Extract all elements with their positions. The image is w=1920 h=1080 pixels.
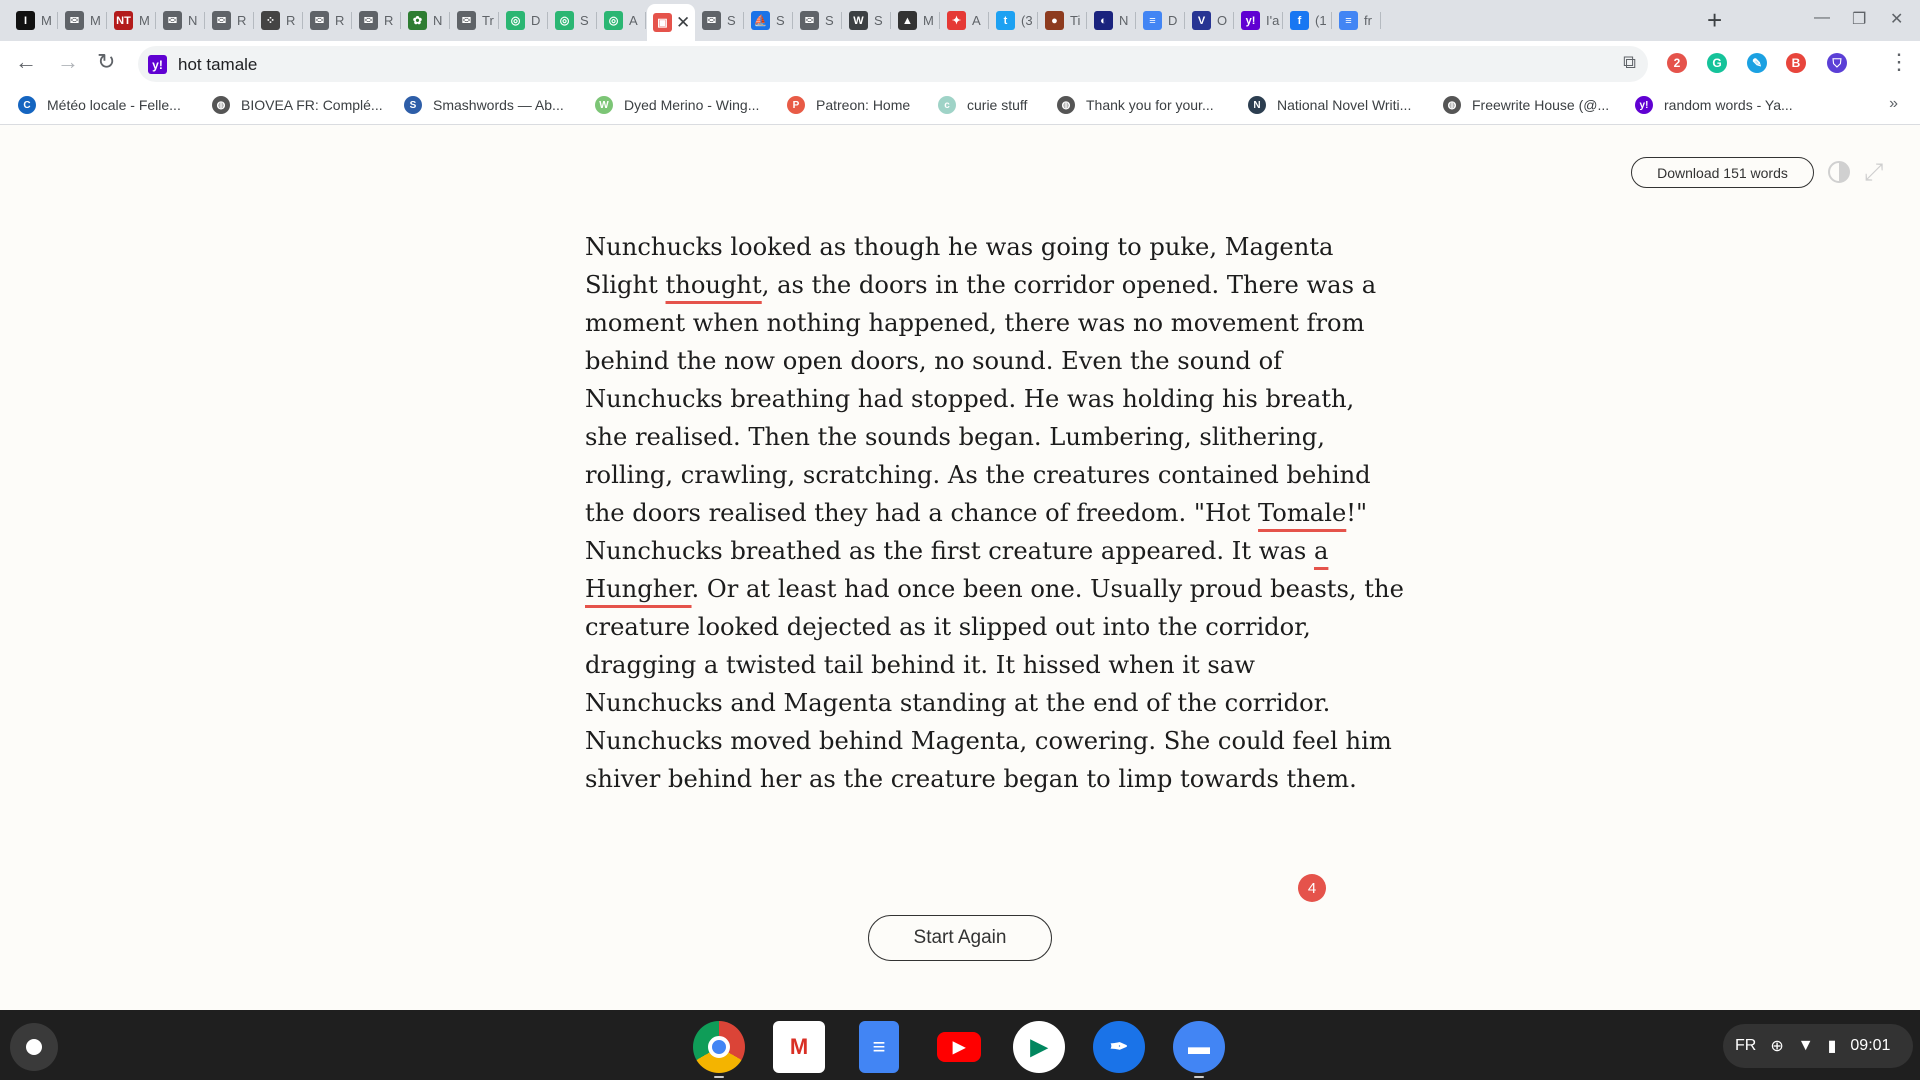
tab-title: (1 bbox=[1315, 13, 1327, 28]
tab[interactable] bbox=[206, 6, 254, 35]
story-line bbox=[585, 532, 1345, 570]
mail-icon: ✉ bbox=[310, 11, 329, 30]
menu-icon[interactable]: ⋮ bbox=[1888, 49, 1910, 74]
round-logo-icon: ● bbox=[1045, 11, 1064, 30]
bookmark-item[interactable] bbox=[404, 96, 564, 114]
bookmark-favicon-icon: W bbox=[595, 96, 613, 114]
tab-title: A bbox=[972, 13, 981, 28]
bookmark-favicon-icon: y! bbox=[1635, 96, 1653, 114]
add-circle-icon: ⊕ bbox=[1770, 1038, 1784, 1055]
tab[interactable] bbox=[598, 6, 646, 35]
red-square-icon: ▣ bbox=[653, 13, 672, 32]
tab-title: Ti bbox=[1070, 13, 1081, 28]
bookmark-favicon-icon: ◍ bbox=[1057, 96, 1075, 114]
story-segment: shiver behind her as the creature began to limp towards them. bbox=[585, 765, 1357, 793]
bookmark-favicon-icon: ◍ bbox=[212, 96, 230, 114]
extension-b-icon[interactable]: B bbox=[1786, 53, 1806, 73]
story-segment: Nunchucks breathed as the first creature appeared. It was bbox=[585, 537, 1314, 565]
tab-title: D bbox=[531, 13, 541, 28]
chrome-icon[interactable] bbox=[693, 1021, 745, 1073]
tab-title: S bbox=[874, 13, 883, 28]
os-shelf bbox=[0, 1010, 1920, 1080]
close-window-icon[interactable]: ✕ bbox=[1890, 11, 1904, 28]
bookmark-favicon-icon: N bbox=[1248, 96, 1266, 114]
twitter-icon: t bbox=[996, 11, 1015, 30]
story-segment: Nunchucks moved behind Magenta, cowering. She could feel him bbox=[585, 727, 1392, 755]
story-line bbox=[585, 456, 1371, 494]
new-tab-button[interactable]: + bbox=[1707, 5, 1723, 35]
story-line bbox=[585, 570, 1404, 608]
bookmark-item[interactable] bbox=[938, 96, 1027, 114]
shield-icon[interactable]: ⛉ bbox=[1827, 53, 1847, 73]
mail-icon: ✉ bbox=[800, 11, 819, 30]
bookmark-label: Thank you for your... bbox=[1086, 97, 1214, 113]
story-text[interactable] bbox=[585, 228, 1404, 798]
docs-icon: ≡ bbox=[1143, 11, 1162, 30]
bookmark-item[interactable] bbox=[595, 96, 759, 114]
tab[interactable] bbox=[1186, 6, 1234, 35]
story-segment: creature looked dejected as it slipped out into the corridor, bbox=[585, 613, 1311, 641]
tab-title: S bbox=[825, 13, 834, 28]
bookmark-favicon-icon: c bbox=[938, 96, 956, 114]
green-circle-icon: ◎ bbox=[506, 11, 525, 30]
story-segment: , as the doors in the corridor opened. There was a bbox=[761, 271, 1377, 299]
fullscreen-icon[interactable]: ⤢ bbox=[1864, 159, 1884, 186]
green-circle-icon: ◎ bbox=[555, 11, 574, 30]
tab[interactable] bbox=[255, 6, 303, 35]
tab[interactable] bbox=[843, 6, 891, 35]
tab[interactable] bbox=[451, 6, 499, 35]
story-segment: the doors realised they had a chance of freedom. "Hot bbox=[585, 499, 1259, 527]
gmail-icon[interactable]: M bbox=[773, 1021, 825, 1073]
tab-title: N bbox=[1119, 13, 1129, 28]
tab-title: (3 bbox=[1021, 13, 1033, 28]
bookmark-item[interactable] bbox=[212, 96, 383, 114]
tab[interactable] bbox=[794, 6, 842, 35]
story-segment: moment when nothing happened, there was no movement from bbox=[585, 309, 1365, 337]
tab-title: M bbox=[41, 13, 52, 28]
story-segment: Nunchucks looked as though he was going to puke, Magenta bbox=[585, 233, 1334, 261]
tab[interactable] bbox=[353, 6, 401, 35]
bookmark-label: random words - Ya... bbox=[1664, 97, 1793, 113]
tab-title: M bbox=[139, 13, 150, 28]
contrast-icon[interactable] bbox=[1828, 161, 1850, 183]
bookmark-favicon-icon: C bbox=[18, 96, 36, 114]
bookmark-item[interactable] bbox=[18, 96, 181, 114]
star-icon: ✦ bbox=[947, 11, 966, 30]
mail-icon: ✉ bbox=[457, 11, 476, 30]
tab-title: O bbox=[1217, 13, 1228, 28]
wordpress-icon: W bbox=[849, 11, 868, 30]
tab-title: M bbox=[90, 13, 101, 28]
tab[interactable] bbox=[1284, 6, 1332, 35]
bookmark-item[interactable] bbox=[787, 96, 910, 114]
bookmarks-more-icon[interactable]: » bbox=[1889, 95, 1898, 112]
yahoo-icon: y! bbox=[1241, 11, 1260, 30]
bookmark-item[interactable] bbox=[1443, 96, 1609, 114]
tab-title: R bbox=[286, 13, 296, 28]
tab-strip bbox=[0, 0, 1920, 41]
green-circle-icon: ◎ bbox=[604, 11, 623, 30]
story-segment: Nunchucks and Magenta standing at the end of the corridor. bbox=[585, 689, 1331, 717]
tab-title: A bbox=[629, 13, 638, 28]
story-line bbox=[585, 342, 1345, 380]
bookmark-label: Météo locale - Felle... bbox=[47, 97, 181, 113]
bookmark-item[interactable] bbox=[1635, 96, 1793, 114]
story-segment: behind the now open doors, no sound. Even the sound of bbox=[585, 347, 1283, 375]
bookmark-label: Smashwords — Ab... bbox=[433, 97, 564, 113]
grammarly-icon[interactable]: G bbox=[1707, 53, 1727, 73]
v-logo-icon: V bbox=[1192, 11, 1211, 30]
story-segment: she realised. Then the sounds began. Lumbering, slithering, bbox=[585, 423, 1325, 451]
bookmark-label: curie stuff bbox=[967, 97, 1028, 113]
facebook-icon: f bbox=[1290, 11, 1309, 30]
tab[interactable] bbox=[549, 6, 597, 35]
bookmark-item[interactable] bbox=[1057, 96, 1214, 114]
tab[interactable] bbox=[1333, 6, 1381, 35]
n-logo-icon: ◐ bbox=[1094, 11, 1113, 30]
spelling-error[interactable]: thought bbox=[665, 271, 762, 299]
story-segment: rolling, crawling, scratching. As the creatures contained behind bbox=[585, 461, 1371, 489]
story-line bbox=[585, 608, 1345, 646]
extension-red-icon[interactable]: 2 bbox=[1667, 53, 1687, 73]
nt-icon: NT bbox=[114, 11, 133, 30]
address-text[interactable]: hot tamale bbox=[178, 55, 258, 74]
boat-icon: ⛵ bbox=[751, 11, 770, 30]
tab[interactable] bbox=[59, 6, 107, 35]
story-line bbox=[585, 494, 1368, 532]
story-line bbox=[585, 418, 1345, 456]
input-language: FR bbox=[1735, 1037, 1757, 1054]
story-line bbox=[585, 684, 1345, 722]
tab-title: R bbox=[335, 13, 345, 28]
story-line bbox=[585, 646, 1345, 684]
tab[interactable] bbox=[1088, 6, 1136, 35]
story-line bbox=[585, 266, 1377, 304]
story-line bbox=[585, 722, 1392, 760]
story-line bbox=[585, 380, 1355, 418]
google-docs-icon[interactable]: ≡ bbox=[859, 1021, 899, 1073]
tab[interactable] bbox=[108, 6, 156, 35]
story-segment: Nunchucks breathing had stopped. He was holding his breath, bbox=[585, 385, 1355, 413]
bookmark-label: Patreon: Home bbox=[816, 97, 911, 113]
files-icon[interactable]: ▬ bbox=[1173, 1021, 1225, 1073]
story-segment: . Or at least had once been one. Usually proud beasts, the bbox=[691, 575, 1404, 603]
bookmark-favicon-icon: S bbox=[404, 96, 422, 114]
mail-icon: ✉ bbox=[163, 11, 182, 30]
story-segment: Slight bbox=[585, 271, 666, 299]
tab-title: S bbox=[580, 13, 589, 28]
close-tab-icon[interactable]: ✕ bbox=[676, 12, 691, 32]
story-line bbox=[585, 304, 1365, 342]
story-line bbox=[585, 228, 1345, 266]
tab[interactable] bbox=[1039, 6, 1087, 35]
tab-title: N bbox=[188, 13, 198, 28]
bookmarks-bar bbox=[0, 87, 1920, 125]
spelling-error[interactable]: Hungher bbox=[585, 575, 692, 603]
tab[interactable] bbox=[402, 6, 450, 35]
minimize-icon[interactable]: — bbox=[1814, 9, 1830, 26]
bookmark-label: National Novel Writi... bbox=[1277, 97, 1412, 113]
tab-title: fr bbox=[1364, 13, 1372, 28]
mail-icon: ✉ bbox=[702, 11, 721, 30]
restore-icon[interactable]: ❐ bbox=[1852, 11, 1867, 28]
spelling-error[interactable]: a bbox=[1313, 537, 1329, 565]
forward-icon[interactable]: → bbox=[57, 49, 79, 74]
tab-title: D bbox=[1168, 13, 1178, 28]
tab[interactable] bbox=[892, 6, 940, 35]
bookmark-label: BIOVEA FR: Complé... bbox=[241, 97, 383, 113]
yahoo-icon: y! bbox=[148, 55, 167, 74]
writer-app-icon[interactable]: ✒ bbox=[1093, 1021, 1145, 1073]
youtube-play-icon: ▶ bbox=[937, 1032, 981, 1062]
spelling-error[interactable]: Tomale bbox=[1258, 499, 1347, 527]
tab-title: S bbox=[727, 13, 736, 28]
docs-icon: ≡ bbox=[1339, 11, 1358, 30]
tab-title: S bbox=[776, 13, 785, 28]
browser-toolbar bbox=[0, 41, 1920, 87]
story-segment: !" bbox=[1346, 499, 1368, 527]
youtube-icon[interactable] bbox=[933, 1021, 985, 1073]
mountain-icon: ▲ bbox=[898, 11, 917, 30]
tab[interactable] bbox=[745, 6, 793, 35]
app-running-indicator bbox=[714, 1076, 724, 1078]
play-store-icon[interactable]: ▶ bbox=[1013, 1021, 1065, 1073]
battery-icon: ▮ bbox=[1827, 1038, 1837, 1055]
story-line bbox=[585, 760, 1357, 798]
bookmark-favicon-icon: ◍ bbox=[1443, 96, 1461, 114]
tab[interactable] bbox=[696, 6, 744, 35]
bookmark-item[interactable] bbox=[1248, 96, 1411, 114]
tab[interactable] bbox=[941, 6, 989, 35]
leaf-icon: ✿ bbox=[408, 11, 427, 30]
tab[interactable] bbox=[990, 6, 1038, 35]
mail-icon: ✉ bbox=[359, 11, 378, 30]
tab[interactable] bbox=[1235, 6, 1283, 35]
tab-title: R bbox=[384, 13, 394, 28]
tab[interactable] bbox=[1137, 6, 1185, 35]
launcher-icon bbox=[26, 1039, 42, 1055]
tab-title: R bbox=[237, 13, 247, 28]
mail-icon: ✉ bbox=[212, 11, 231, 30]
tab[interactable] bbox=[500, 6, 548, 35]
error-count-badge[interactable]: 4 bbox=[1298, 874, 1326, 902]
open-external-icon[interactable]: ⧉ bbox=[1623, 52, 1636, 72]
tab-active[interactable] bbox=[647, 4, 695, 41]
address-bar[interactable] bbox=[138, 46, 1648, 82]
tab-title: I'a bbox=[1266, 13, 1280, 28]
tab-title: Tr bbox=[482, 13, 494, 28]
back-icon[interactable]: ← bbox=[15, 49, 37, 74]
tab[interactable] bbox=[10, 6, 58, 35]
status-tray[interactable] bbox=[1723, 1024, 1913, 1068]
clock: 09:01 bbox=[1850, 1037, 1891, 1054]
tab[interactable] bbox=[157, 6, 205, 35]
extension-blue-icon[interactable]: ✎ bbox=[1747, 53, 1767, 73]
dots-icon: ⁘ bbox=[261, 11, 280, 30]
story-segment: dragging a twisted tail behind it. It hissed when it saw bbox=[585, 651, 1255, 679]
reload-icon[interactable]: ↻ bbox=[97, 49, 116, 74]
launcher-button[interactable] bbox=[10, 1023, 58, 1071]
bookmark-label: Freewrite House (@... bbox=[1472, 97, 1610, 113]
bookmark-favicon-icon: P bbox=[787, 96, 805, 114]
tab-title: N bbox=[433, 13, 443, 28]
tab-title: M bbox=[923, 13, 934, 28]
bookmark-label: Dyed Merino - Wing... bbox=[624, 97, 760, 113]
wifi-icon: ▼ bbox=[1797, 1037, 1814, 1054]
chrome-center-icon bbox=[708, 1036, 730, 1058]
start-again-button[interactable]: Start Again bbox=[868, 915, 1052, 961]
imdb-icon: I bbox=[16, 11, 35, 30]
tab[interactable] bbox=[304, 6, 352, 35]
mail-icon: ✉ bbox=[65, 11, 84, 30]
download-button[interactable]: Download 151 words bbox=[1631, 157, 1814, 188]
app-running-indicator bbox=[1194, 1076, 1204, 1078]
